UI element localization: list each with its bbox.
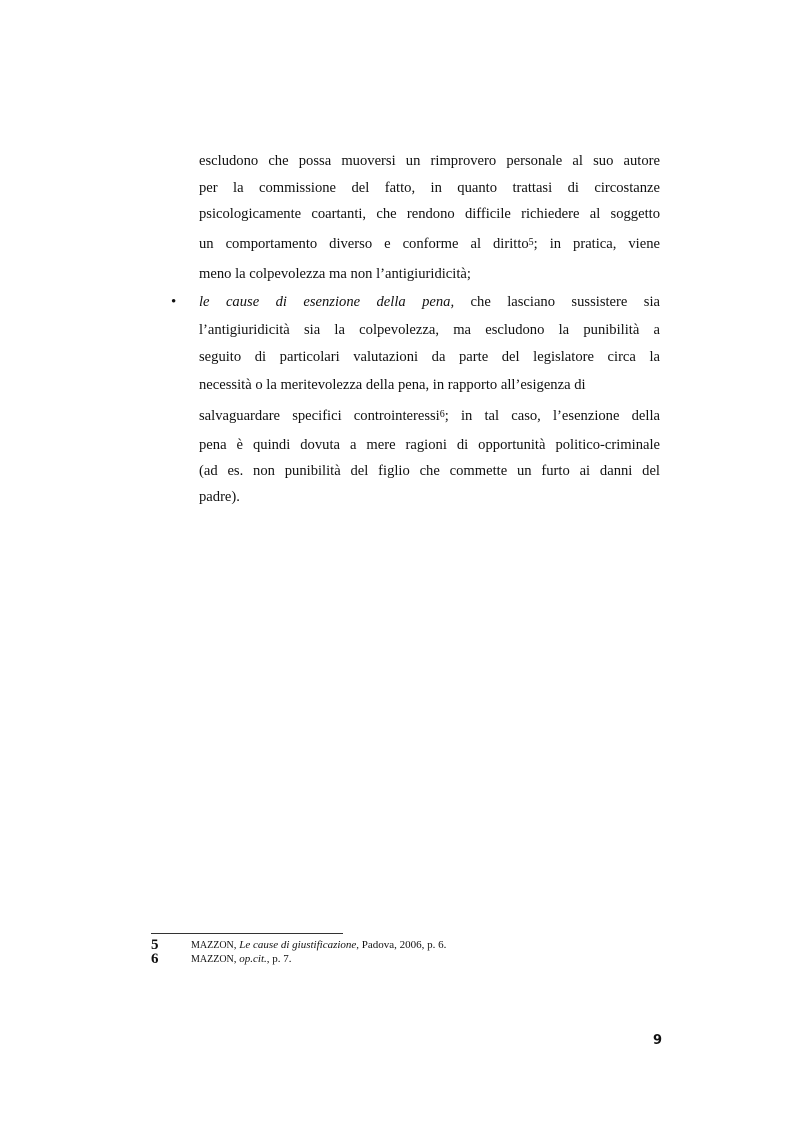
- footnote-title: op.cit.: [239, 953, 267, 965]
- footnote-author: MAZZON: [191, 954, 234, 965]
- footnote-rest: , Padova, 2006, p. 6.: [356, 939, 447, 951]
- text-line: [199, 407, 660, 425]
- footnote-number: 6: [151, 951, 159, 967]
- footnote-title: Le cause di giustificazione: [239, 939, 357, 951]
- text-line: [199, 235, 660, 253]
- text-line: l’antigiuridicità sia la colpevolezza, ma escludono la punibilità a: [199, 322, 660, 338]
- page-number: 9: [653, 1033, 663, 1048]
- footnote-separator: [151, 933, 343, 934]
- text-span: ; in tal caso, l’esenzione della: [444, 408, 660, 424]
- text-span: che lasciano sussistere sia: [454, 294, 660, 310]
- footnote-sep: ,: [233, 939, 240, 951]
- text-line: meno la colpevolezza ma non l’antigiuridicità;: [199, 266, 471, 282]
- text-line: [199, 293, 660, 311]
- footnote-rest: , p. 7.: [266, 953, 292, 965]
- footnote-text: [191, 953, 292, 965]
- text-line: seguito di particolari valutazioni da parte del legislatore circa la: [199, 349, 660, 365]
- footnote-ref: 6: [439, 409, 445, 420]
- text-span: un comportamento diverso e conforme al diritto: [199, 236, 529, 252]
- text-line: padre).: [199, 489, 240, 505]
- text-line: psicologicamente coartanti, che rendono difficile richiedere al soggetto: [199, 206, 660, 222]
- text-line: per la commissione del fatto, in quanto trattasi di circostanze: [199, 180, 660, 196]
- footnote-text: [191, 939, 446, 951]
- text-span: salvaguardare specifici controinteressi: [199, 408, 440, 424]
- footnote-sep: ,: [233, 953, 240, 965]
- footnote-ref: 5: [528, 237, 534, 248]
- text-line: (ad es. non punibilità del figlio che commette un furto ai danni del: [199, 463, 660, 479]
- bullet-icon: •: [171, 294, 177, 310]
- text-line: escludono che possa muoversi un rimprovero personale al suo autore: [199, 153, 660, 169]
- text-line: necessità o la meritevolezza della pena, in rapporto all’esigenza di: [199, 377, 586, 393]
- italic-term: le cause di esenzione della pena,: [199, 294, 455, 310]
- footnote-number: 5: [151, 937, 159, 953]
- text-span: ; in pratica, viene: [533, 236, 660, 252]
- footnote-author: MAZZON: [191, 940, 234, 951]
- text-line: pena è quindi dovuta a mere ragioni di opportunità politico-criminale: [199, 437, 660, 453]
